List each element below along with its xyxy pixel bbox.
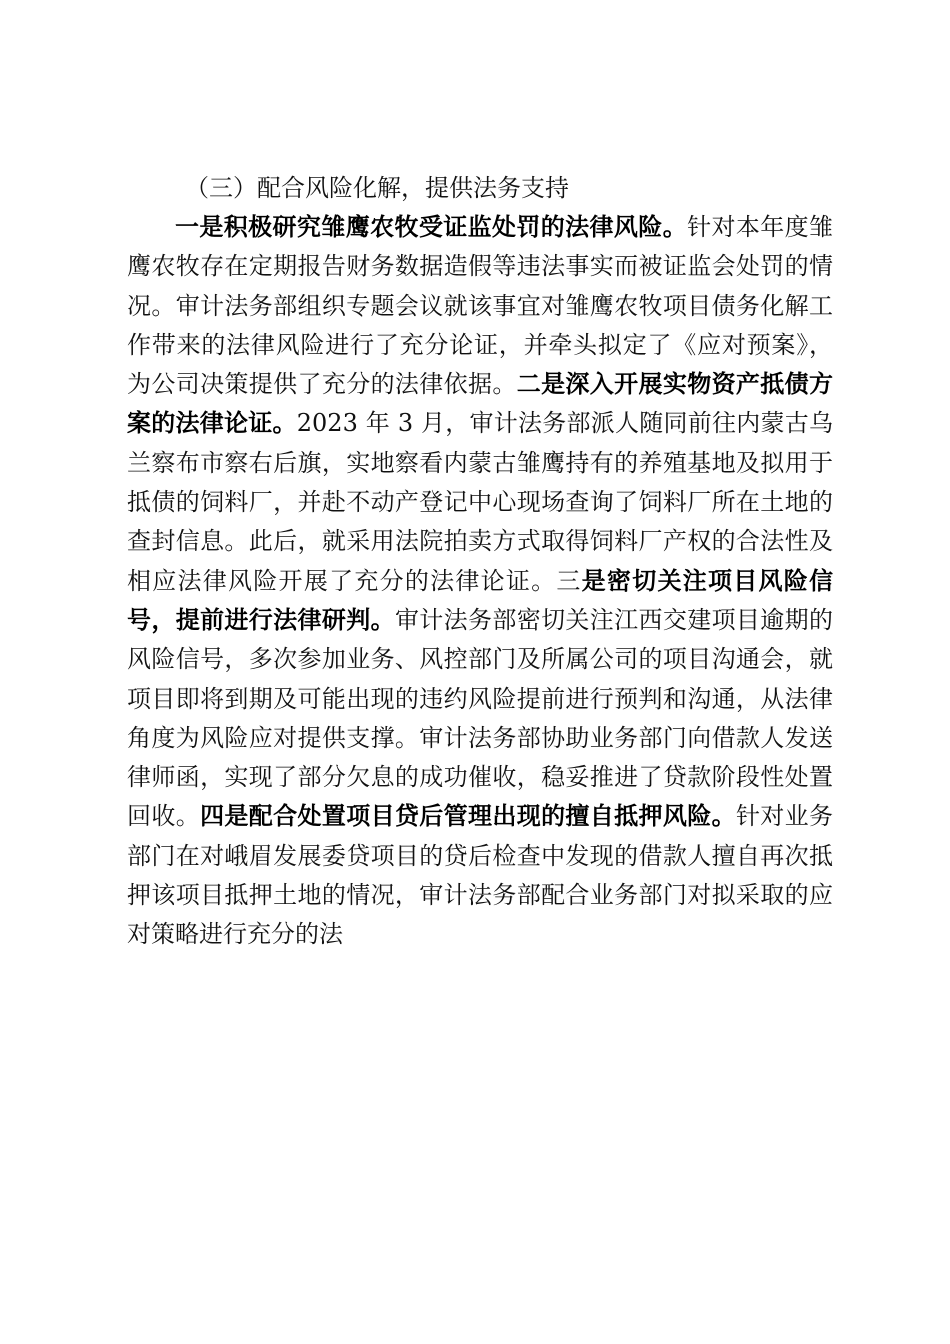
- point-4-title: 四是配合处置项目贷后管理出现的擅自抵押风险。: [200, 802, 736, 831]
- point-2-title: 二是深入开展实物资产抵债方案的法律论证。: [127, 370, 834, 438]
- point-2-body: 2023 年 3 月，审计法务部派人随同前往内蒙古乌兰察布市察右后旗，实地察看内蒙古雏鹰持有的养殖基地及拟用于抵债的饲料厂，并赴不动产登记中心现场查询了饲料厂所在土地的查封信息。此后，就采用法院拍卖方式取得饲料厂产权的合法性及相应法律风险开展了充分的法律论证。三: [127, 409, 834, 595]
- point-1-title: 一是积极研究雏鹰农牧受证监处罚的法律风险。: [175, 213, 688, 241]
- body-paragraph: [127, 208, 833, 955]
- point-3-title: 是密切关注项目风险信号，提前进行法律研判。: [127, 566, 834, 634]
- point-1-body: 针对本年度雏鹰农牧存在定期报告财务数据造假等违法事实而被证监会处罚的情况。审计法务部组织专题会议就该事宜对雏鹰农牧项目债务化解工作带来的法律风险进行了充分论证，并牵头拟定了《应对预案》，为公司决策提供了充分的法律依据。: [127, 213, 834, 399]
- section-heading: （三）配合风险化解，提供法务支持: [185, 174, 569, 202]
- point-4-body: 针对业务部门在对峨眉发展委贷项目的贷后检查中发现的借款人擅自再次抵押该项目抵押土地的情况，审计法务部配合业务部门对拟采取的应对策略进行充分的法: [127, 802, 834, 949]
- point-3-body: 审计法务部密切关注江西交建项目逾期的风险信号，多次参加业务、风控部门及所属公司的项目沟通会，就项目即将到期及可能出现的违约风险提前进行预判和沟通，从法律角度为风险应对提供支撑。审计法务部协助业务部门向借款人发送律师函，实现了部分欠息的成功催收，稳妥推进了贷款阶段性处置回收。: [127, 605, 834, 831]
